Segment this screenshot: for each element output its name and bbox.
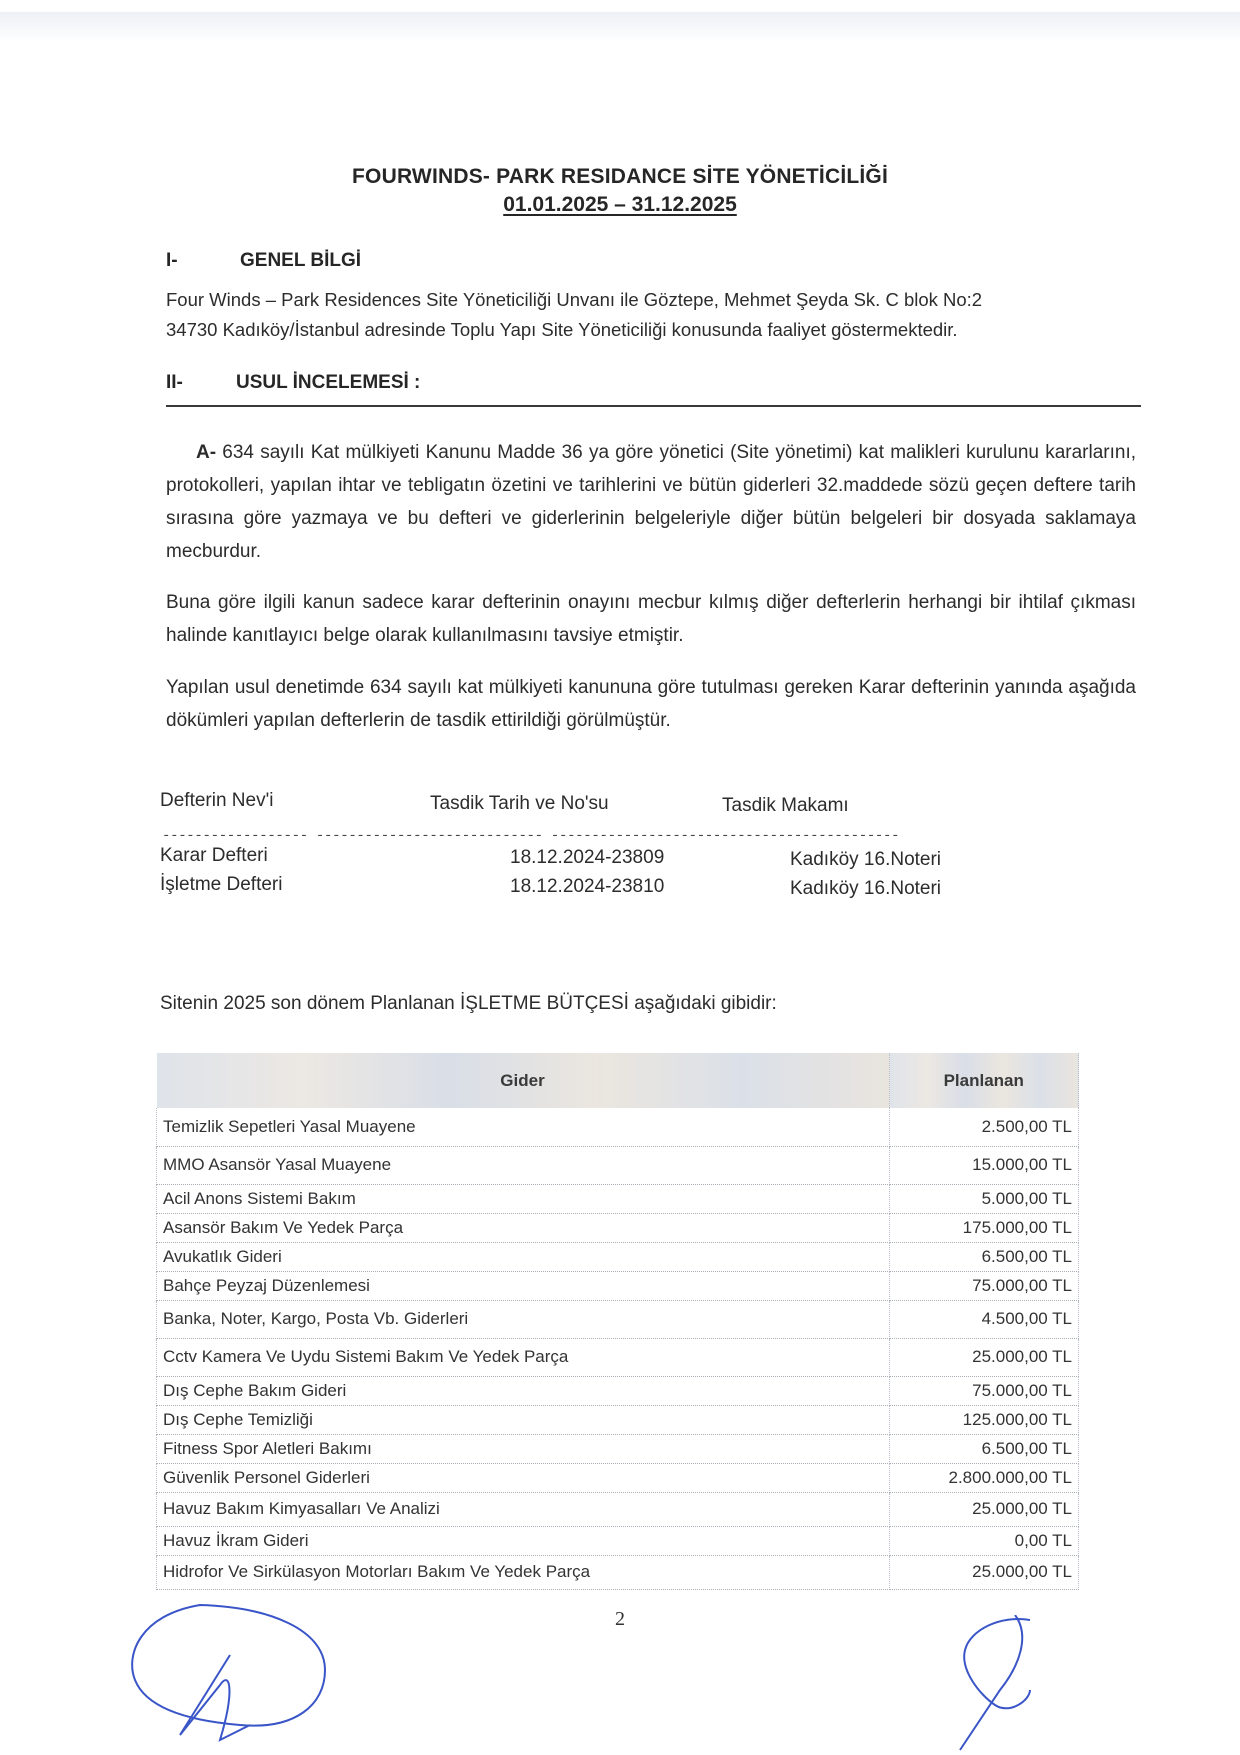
ledger-header-authority: Tasdik Makamı	[722, 795, 849, 816]
table-row	[157, 1555, 1079, 1589]
planned-amount: 75.000,00 TL	[889, 1376, 1079, 1405]
table-row	[157, 1376, 1079, 1405]
expense-item: Havuz İkram Gideri	[157, 1526, 890, 1555]
expense-item: Güvenlik Personel Giderleri	[157, 1463, 890, 1492]
planned-amount: 75.000,00 TL	[889, 1271, 1079, 1300]
section-number: II-	[166, 372, 183, 393]
section-title: GENEL BİLGİ	[240, 250, 362, 271]
paragraph-a-text: 634 sayılı Kat mülkiyeti Kanunu Madde 36 ya göre yönetici (Site yönetimi) kat malikleri kurulunu kararlarını, protokolleri, yapılan ihtar ve tebligatın özetini ve tarihlerini ve bütün giderleri 32.maddede sözü geçen deftere tarih sırasına göre yazmaya ve bu defteri ve giderlerinin belgeleriyle diğer bütün belgeleri bir dosyada saklamaya mecburdur.	[166, 442, 1136, 562]
expense-item: Dış Cephe Bakım Gideri	[157, 1376, 890, 1405]
expense-item: Temizlik Sepetleri Yasal Muayene	[157, 1108, 890, 1146]
section-number: I-	[166, 250, 178, 271]
budget-intro: Sitenin 2025 son dönem Planlanan İŞLETME BÜTÇESİ aşağıdaki gibidir:	[160, 993, 777, 1014]
paragraph-b: Buna göre ilgili kanun sadece karar defterinin onayını mecbur kılmış diğer defterlerin herhangi bir ihtilaf çıkması halinde kanıtlayıcı belge olarak kullanılmasını tavsiye etmiştir.	[166, 592, 1136, 646]
expense-item: Fitness Spor Aletleri Bakımı	[157, 1434, 890, 1463]
ledger-separator: ------------------ ---------------------------- -------------------------------------------	[162, 828, 900, 844]
budget-table	[156, 1053, 1079, 1590]
planned-amount: 175.000,00 TL	[889, 1213, 1079, 1242]
table-row	[157, 1184, 1079, 1213]
ledger-row-date-no: 18.12.2024-23810	[510, 876, 665, 897]
planned-amount: 125.000,00 TL	[889, 1405, 1079, 1434]
table-row	[157, 1434, 1079, 1463]
table-row	[157, 1146, 1079, 1184]
section-title: USUL İNCELEMESİ :	[236, 372, 421, 393]
signature-right-icon	[920, 1615, 1050, 1755]
planned-amount: 25.000,00 TL	[889, 1555, 1079, 1589]
section-divider	[166, 405, 1141, 407]
table-row	[157, 1300, 1079, 1338]
expense-item: Dış Cephe Temizliği	[157, 1405, 890, 1434]
expense-item: Asansör Bakım Ve Yedek Parça	[157, 1213, 890, 1242]
ledger-header-type: Defterin Nev'i	[160, 790, 274, 811]
paragraph-a	[166, 436, 1136, 568]
ledger-row-authority: Kadıköy 16.Noteri	[790, 878, 942, 899]
ledger-header-date-no: Tasdik Tarih ve No'su	[430, 793, 609, 814]
page-number: 2	[615, 1608, 625, 1630]
expense-item: Bahçe Peyzaj Düzenlemesi	[157, 1271, 890, 1300]
planned-amount: 0,00 TL	[889, 1526, 1079, 1555]
table-row	[157, 1338, 1079, 1376]
ledger-row-type: İşletme Defteri	[160, 874, 283, 895]
planned-amount: 2.500,00 TL	[889, 1108, 1079, 1146]
report-period: 01.01.2025 – 31.12.2025	[503, 193, 737, 216]
table-row	[157, 1405, 1079, 1434]
planned-amount: 6.500,00 TL	[889, 1434, 1079, 1463]
paragraph-c: Yapılan usul denetimde 634 sayılı kat mülkiyeti kanununa göre tutulması gereken Karar defterinin yanında aşağıda dökümleri yapılan defterlerin de tasdik ettirildiği görülmüştür.	[166, 677, 1136, 731]
expense-item: Banka, Noter, Kargo, Posta Vb. Giderleri	[157, 1300, 890, 1338]
paragraph-a-label: A-	[196, 442, 217, 463]
column-header-planlanan: Planlanan	[889, 1053, 1079, 1108]
ledger-row-type: Karar Defteri	[160, 845, 268, 866]
column-header-gider: Gider	[157, 1053, 890, 1108]
scan-edge-shading	[0, 12, 1240, 42]
general-info-line-1: Four Winds – Park Residences Site Yöneticiliği Unvanı ile Göztepe, Mehmet Şeyda Sk. C blok No:2	[166, 289, 983, 310]
page-title: FOURWINDS- PARK RESIDANCE SİTE YÖNETİCİLİĞİ	[352, 165, 888, 188]
expense-item: Havuz Bakım Kimyasalları Ve Analizi	[157, 1492, 890, 1526]
planned-amount: 6.500,00 TL	[889, 1242, 1079, 1271]
expense-item: Hidrofor Ve Sirkülasyon Motorları Bakım Ve Yedek Parça	[157, 1555, 890, 1589]
table-row	[157, 1526, 1079, 1555]
planned-amount: 15.000,00 TL	[889, 1146, 1079, 1184]
planned-amount: 25.000,00 TL	[889, 1492, 1079, 1526]
section-genel-bilgi-heading	[166, 250, 361, 272]
expense-item: Avukatlık Gideri	[157, 1242, 890, 1271]
planned-amount: 5.000,00 TL	[889, 1184, 1079, 1213]
planned-amount: 2.800.000,00 TL	[889, 1463, 1079, 1492]
table-row	[157, 1213, 1079, 1242]
table-row	[157, 1463, 1079, 1492]
general-info-line-2: 34730 Kadıköy/İstanbul adresinde Toplu Yapı Site Yöneticiliği konusunda faaliyet göstermektedir.	[166, 319, 958, 340]
budget-table-header	[157, 1053, 1079, 1108]
section-usul-incelemesi-heading	[166, 372, 420, 394]
planned-amount: 25.000,00 TL	[889, 1338, 1079, 1376]
expense-item: Acil Anons Sistemi Bakım	[157, 1184, 890, 1213]
signature-left-icon	[120, 1595, 420, 1745]
ledger-row-date-no: 18.12.2024-23809	[510, 847, 665, 868]
expense-item: Cctv Kamera Ve Uydu Sistemi Bakım Ve Yedek Parça	[157, 1338, 890, 1376]
planned-amount: 4.500,00 TL	[889, 1300, 1079, 1338]
ledger-row-authority: Kadıköy 16.Noteri	[790, 849, 942, 870]
expense-item: MMO Asansör Yasal Muayene	[157, 1146, 890, 1184]
table-row	[157, 1271, 1079, 1300]
table-row	[157, 1242, 1079, 1271]
table-row	[157, 1108, 1079, 1146]
table-row	[157, 1492, 1079, 1526]
